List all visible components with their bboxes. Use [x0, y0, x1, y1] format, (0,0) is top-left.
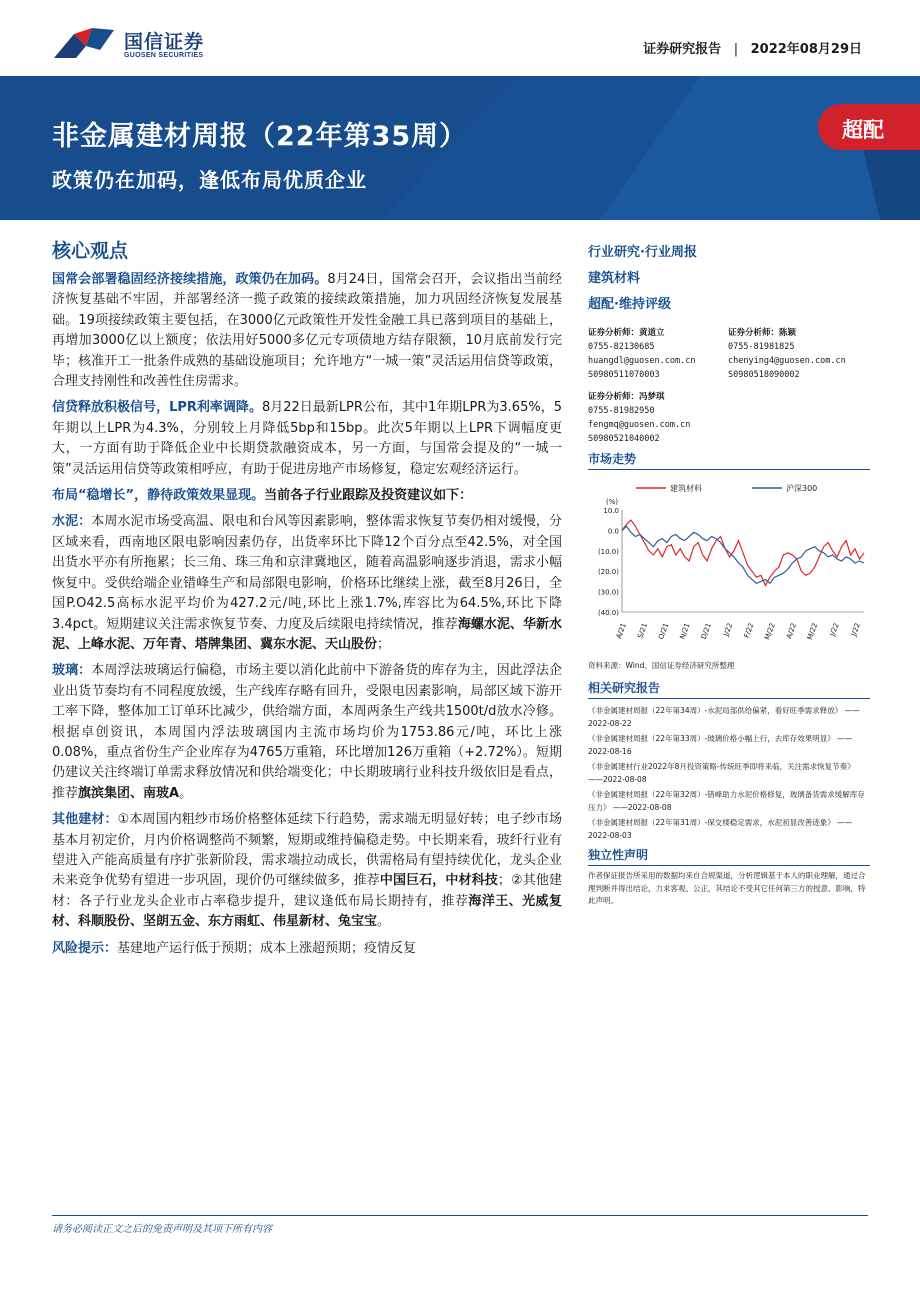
title-banner — [0, 76, 920, 220]
y-tick-label: (10.0) — [597, 547, 619, 556]
report-date: 2022年08月29日 — [750, 42, 862, 57]
x-tick-label: M/22 — [763, 621, 777, 641]
y-axis-unit: (%) — [606, 498, 619, 506]
rating-badge-label: 超配 — [842, 118, 884, 142]
related-report-item[interactable]: 《非金属建材周报（22年第33周）-玻璃价格小幅上行，去库存效果明显》 ——2022-08-16 — [588, 734, 853, 756]
analyst-card — [588, 326, 695, 382]
related-report-item[interactable]: 《非金属建材周报（22年第34周）-水泥局部供给偏紧，看好旺季需求释放》 ——2022-08-22 — [588, 706, 860, 728]
x-tick-label: J/22 — [722, 621, 735, 638]
analyst-name: 陈颖 — [779, 328, 797, 338]
legend-label: 沪深300 — [786, 484, 818, 493]
paragraph-lead: 其他建材： — [52, 812, 118, 828]
brand-name-cn: 国信证券 — [124, 31, 205, 53]
paragraph-tail-2: 。 — [377, 914, 391, 930]
report-title: 非金属建材周报（22年第35周） — [52, 121, 468, 152]
paragraph-cement — [52, 512, 562, 655]
paragraph-lead: 水泥： — [52, 514, 92, 530]
x-tick-label: A/22 — [785, 621, 799, 640]
sector-name: 建筑材料 — [588, 271, 641, 286]
y-tick-label: (40.0) — [597, 609, 619, 617]
related-report-item[interactable]: 《非金属建材周报（22年第31周）-保交楼稳定需求，水泥初显改善迹象》 ——2022-08-03 — [588, 818, 853, 840]
rating-badge — [818, 104, 920, 150]
header-separator: | — [733, 42, 739, 57]
related-report-item[interactable]: 《非金属建材行业2022年8月投资策略-传统旺季即将来临，关注需求恢复节奏》 ——2022-08-08 — [588, 762, 855, 784]
recommended-stocks: 海螺水泥、华新水泥、上峰水泥、万年青、塔牌集团、冀东水泥、天山股份 — [52, 616, 562, 652]
analyst-cert: S0980518090002 — [728, 370, 800, 380]
paragraph-lead: 信贷释放积极信号，LPR利率调降。 — [52, 400, 262, 416]
related-reports-list — [588, 705, 870, 842]
analyst-email[interactable]: huangdl@guosen.com.cn — [588, 356, 696, 366]
x-tick-label: S/21 — [636, 621, 650, 640]
paragraph-lead: 国常会部署稳固经济接续措施，政策仍在加码。 — [52, 272, 328, 287]
x-tick-label: O/21 — [657, 621, 671, 641]
rating-line: 超配·维持评级 — [588, 297, 671, 312]
analyst-email[interactable]: fengmq@guosen.com.cn — [588, 420, 691, 430]
x-tick-label: J/22 — [849, 621, 862, 638]
report-type: 证券研究报告 — [643, 42, 722, 57]
x-tick-label: A/21 — [614, 621, 628, 640]
paragraph-risk — [52, 939, 562, 959]
recommended-stocks-2: 海洋王、光威复材、科顺股份、坚朗五金、东方雨虹、伟星新材、兔宝宝 — [52, 893, 562, 930]
independence-heading: 独立性声明 — [588, 846, 870, 866]
analyst-cert: S0980511070003 — [588, 370, 660, 380]
paragraph-body: 8月24日，国常会召开，会议指出当前经济恢复基础不牢固，并部署经济一揽子政策的接续政策措施，加力巩固经济恢复发展基础。19项接续政策主要包括，在3000亿元政策性开发性金融工具已落到项目的基础上，再增加3000亿以上额度；依法用好5000多亿元专项债地方结存限额，10月底前发行完毕；核准开工一批条件成熟的基础设施项目；允许地方“一城一策”灵活运用信贷等政策，合理支持刚性和改善性住房需求。 — [52, 272, 562, 390]
series-line — [622, 520, 864, 585]
market-trend-heading: 市场走势 — [588, 450, 870, 470]
analyst-phone: 0755-81982950 — [588, 406, 655, 416]
analyst-role: 证券分析师： — [588, 392, 640, 402]
core-views — [52, 236, 562, 965]
y-tick-label: (20.0) — [597, 568, 619, 577]
paragraph-tail: 。 — [179, 785, 193, 801]
analyst-cert: S0980521040002 — [588, 434, 660, 444]
y-tick-label: 10.0 — [603, 507, 619, 515]
core-views-heading: 核心观点 — [52, 240, 129, 262]
guosen-logo-mark — [52, 24, 118, 64]
analyst-phone: 0755-82130685 — [588, 342, 655, 352]
analyst-name: 冯梦琪 — [639, 392, 665, 402]
x-tick-label: N/21 — [678, 621, 692, 641]
analyst-role: 证券分析师： — [728, 328, 780, 338]
report-subtitle: 政策仍在加码，逢低布局优质企业 — [52, 168, 367, 192]
paragraph-other — [52, 810, 562, 932]
legend-label: 建筑材料 — [670, 484, 702, 493]
paragraph-credit — [52, 398, 562, 480]
footer-divider — [52, 1215, 868, 1216]
footer-disclaimer: 请务必阅读正文之后的免责声明及其项下所有内容 — [52, 1224, 272, 1235]
paragraph-body: 基建地产运行低于预期；成本上涨超预期；疫情反复 — [117, 940, 417, 956]
analyst-email[interactable]: chenying4@guosen.com.cn — [728, 356, 846, 366]
analyst-phone: 0755-81981825 — [728, 342, 795, 352]
paragraph-glass — [52, 661, 562, 804]
analyst-list — [588, 326, 870, 450]
industry-line: 行业研究·行业周报 — [588, 245, 697, 260]
paragraph-layout — [52, 486, 562, 506]
analyst-card — [728, 326, 846, 382]
x-tick-label: M/22 — [805, 621, 820, 641]
paragraph-tail: ； — [377, 636, 391, 652]
paragraph-policy — [52, 270, 562, 392]
paragraph-body: 本周水泥市场受高温、限电和台风等因素影响，整体需求恢复节奏仍相对缓慢，分区域来看，西南地区限电影响因素仍存，出货率环比下降12个百分点至42.5%，对全国出货水平亦有所拖累；长三角、珠三角和京津冀地区，随着高温影响逐步消退，需求小幅恢复中。受供给端企业错峰生产和局部限电影响，价格环比继续上涨，截至8月26日，全国P.O42.5高标水泥平均价为427.2元/吨,环比上涨1.7%,库容比为64.5%,环比下降3.4pct。短期建议关注需求恢复节奏、力度及后续限电持续情况，推荐 — [52, 514, 562, 632]
paragraph-lead: 玻璃： — [52, 663, 92, 679]
x-tick-label: D/21 — [699, 621, 713, 641]
paragraph-body: 8月22日最新LPR公布，其中1年期LPR为3.65%，5年期以上LPR为4.3%，分别较上月降低5bp和15bp。此次5年期以上LPR下调幅度更大，一方面有助于降低企业中长期贷款融资成本，另一方面，与国常会提及的“一城一策”灵活运用信贷等政策相呼应，有助于促进房地产市场修复，稳定宏观经济运行。 — [52, 400, 562, 477]
market-trend-svg — [588, 470, 870, 658]
series-line — [622, 526, 864, 583]
sidebar — [588, 240, 870, 908]
guosen-logo — [52, 24, 222, 66]
recommended-stocks: 中国巨石，中材科技 — [379, 873, 498, 889]
market-trend-chart — [588, 470, 870, 658]
page-header — [0, 0, 920, 72]
related-reports-heading: 相关研究报告 — [588, 679, 870, 699]
paragraph-body: 本周浮法玻璃运行偏稳，市场主要以消化此前中下游备货的库存为主，因此浮法企业出货节奏均有不同程度放缓，生产线库存略有回升，受限电因素影响，局部区域下游开工率下降，整体加工订单环比减少，供给端方面，本周两条生产线共1500t/d放水冷修。根据卓创资讯，本周国内浮法玻璃国内主流市场均价为1753.86元/吨，环比上涨0.08%，重点省份生产企业库存为4765万重箱，环比增加126万重箱（+2.72%）。短期仍建议关注终端订单需求释放情况和供给端变化；中长期玻璃行业科技升级依旧是看点，推荐 — [52, 663, 562, 801]
analyst-role: 证券分析师： — [588, 328, 640, 338]
related-report-item[interactable]: 《非金属建材周报（22年第32周）-错峰助力水泥价格修复，玻璃备货需求缓解库存压力》 ——2022-08-08 — [588, 790, 865, 812]
paragraph-lead: 布局“稳增长”，静待政策效果显现。 — [52, 488, 265, 504]
recommended-stocks: 旗滨集团、南玻A — [78, 785, 180, 801]
report-type-date — [643, 38, 862, 57]
independence-text: 作者保证报告所采用的数据均来自合规渠道，分析逻辑基于本人的职业理解，通过合理判断并得出结论，力求客观、公正，其结论不受其它任何第三方的授意、影响，特此声明。 — [588, 871, 866, 905]
analyst-card — [588, 390, 690, 446]
analyst-name: 黄道立 — [639, 328, 665, 338]
paragraph-tail: ；②其他建材：各子行业龙头企业市占率稳步提升，建议逢低布局长期持有，推荐 — [52, 873, 562, 909]
y-tick-label: (30.0) — [597, 588, 619, 597]
paragraph-lead: 风险提示： — [52, 940, 118, 956]
paragraph-body: ①本周国内粗纱市场价格整体延续下行趋势，需求端无明显好转；电子纱市场基本月初定价，月内价格调整尚不频繁，短期或维持偏稳走势。中长期来看，玻纤行业有望进入产能高质量有序扩张新阶段，需求端拉动成长，供需格局有望持续优化，龙头企业未来竞争优势有望进一步巩固，现价仍可继续做多，推荐 — [52, 812, 562, 889]
brand-name-en: GUOSEN SECURITIES — [124, 52, 204, 59]
x-tick-label: F/22 — [742, 621, 756, 640]
x-tick-label: J/22 — [828, 621, 841, 638]
y-tick-label: 0.0 — [607, 527, 619, 536]
paragraph-body: 当前各子行业跟踪及投资建议如下： — [264, 488, 473, 504]
chart-source: 资料来源：Wind、国信证券经济研究所整理 — [588, 661, 735, 670]
